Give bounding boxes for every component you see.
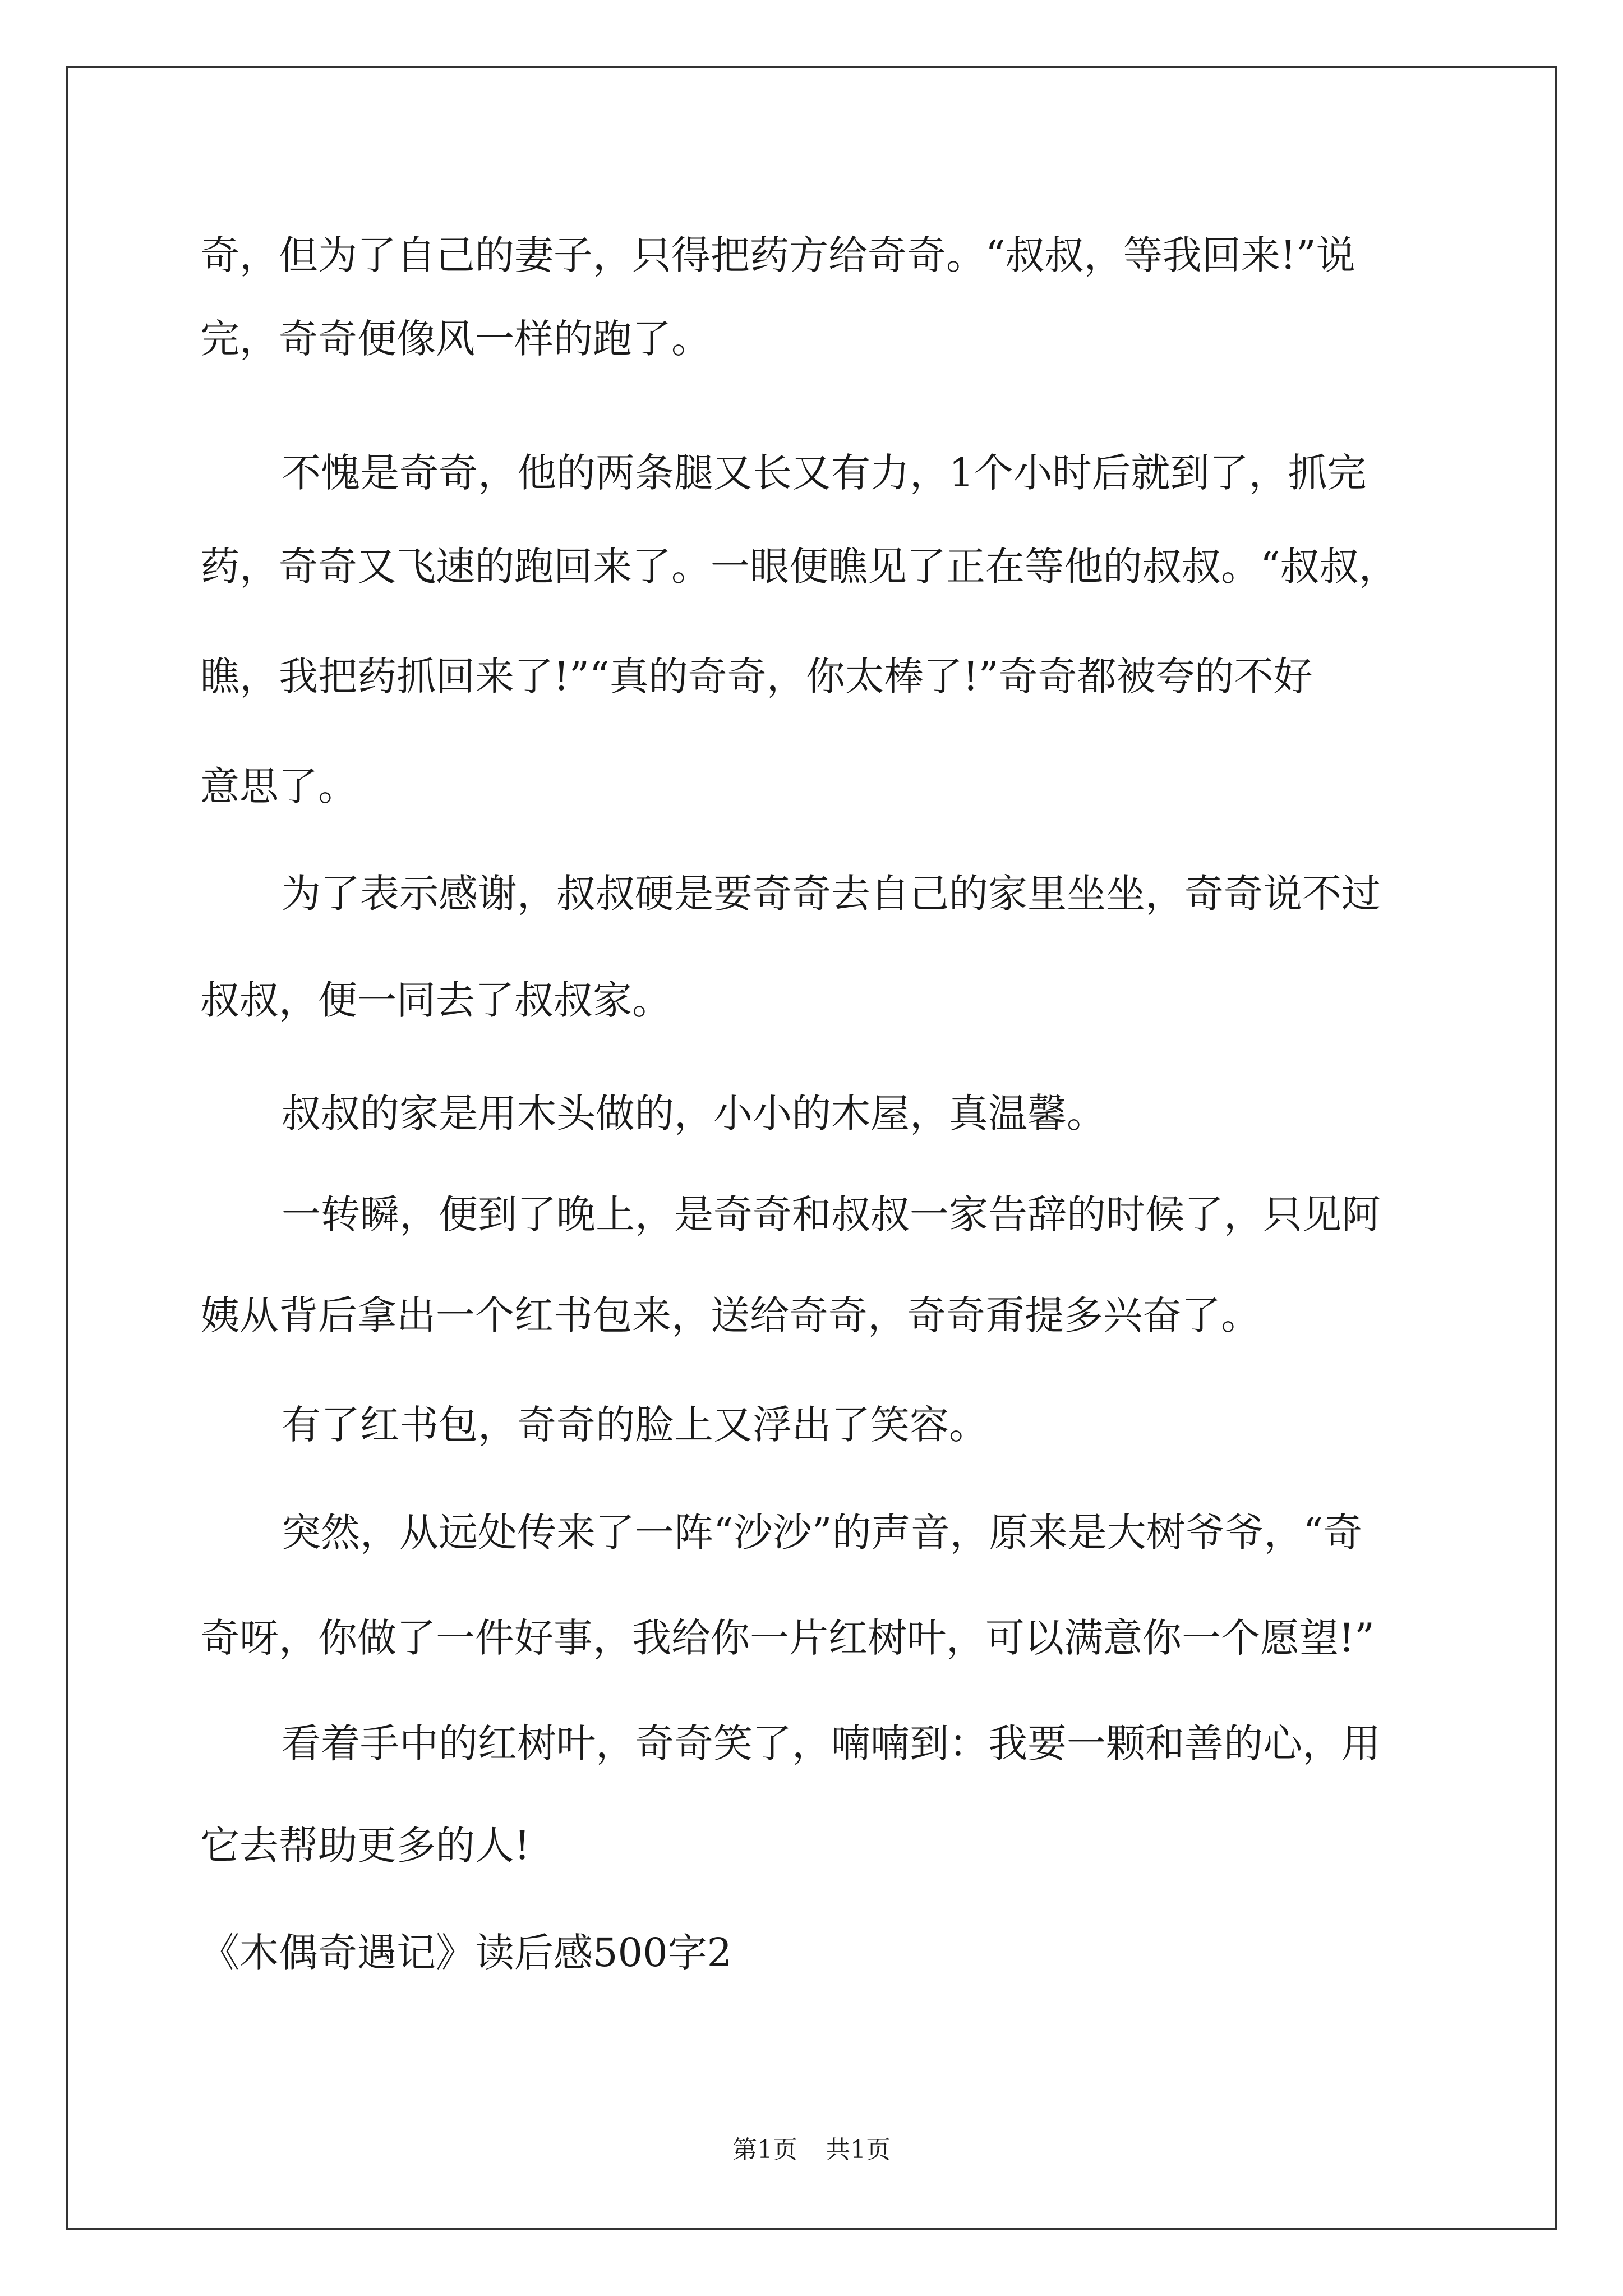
text-line: 药，奇奇又飞速的跑回来了。一眼便瞧见了正在等他的叔叔。“叔叔， bbox=[200, 544, 1398, 590]
paragraph-line: 看着手中的红树叶，奇奇笑了，喃喃到：我要一颗和善的心，用 bbox=[282, 1720, 1381, 1766]
paragraph-line: 为了表示感谢，叔叔硬是要奇奇去自己的家里坐坐，奇奇说不过 bbox=[282, 871, 1381, 917]
paragraph-line: 不愧是奇奇，他的两条腿又长又有力，1个小时后就到了，抓完 bbox=[282, 450, 1367, 496]
section-heading: 《木偶奇遇记》读后感500字2 bbox=[200, 1930, 732, 1976]
page-border bbox=[66, 66, 1557, 2230]
text-line: 完，奇奇便像风一样的跑了。 bbox=[200, 316, 711, 362]
text-line: 奇呀，你做了一件好事，我给你一片红树叶，可以满意你一个愿望!” bbox=[200, 1615, 1375, 1661]
page-footer bbox=[0, 2136, 1623, 2164]
text-line: 意思了。 bbox=[200, 763, 357, 809]
paragraph-line: 突然，从远处传来了一阵“沙沙”的声音，原来是大树爷爷，“奇 bbox=[282, 1510, 1363, 1556]
page-total: 共1页 bbox=[826, 2136, 891, 2164]
paragraph-line: 叔叔的家是用木头做的，小小的木屋，真温馨。 bbox=[282, 1091, 1106, 1137]
text-line: 它去帮助更多的人! bbox=[200, 1823, 531, 1869]
text-line: 瞧，我把药抓回来了!”“真的奇奇，你太棒了!”奇奇都被夸的不好 bbox=[200, 654, 1313, 700]
paragraph-line: 一转瞬，便到了晚上，是奇奇和叔叔一家告辞的时候了，只见阿 bbox=[282, 1191, 1381, 1237]
paragraph-line: 有了红书包，奇奇的脸上又浮出了笑容。 bbox=[282, 1402, 988, 1448]
text-line: 姨从背后拿出一个红书包来，送给奇奇，奇奇甭提多兴奋了。 bbox=[200, 1292, 1260, 1338]
text-line: 奇，但为了自己的妻子，只得把药方给奇奇。“叔叔，等我回来!”说 bbox=[200, 232, 1355, 278]
page-number: 第1页 bbox=[732, 2136, 797, 2164]
text-line: 叔叔，便一同去了叔叔家。 bbox=[200, 977, 671, 1023]
